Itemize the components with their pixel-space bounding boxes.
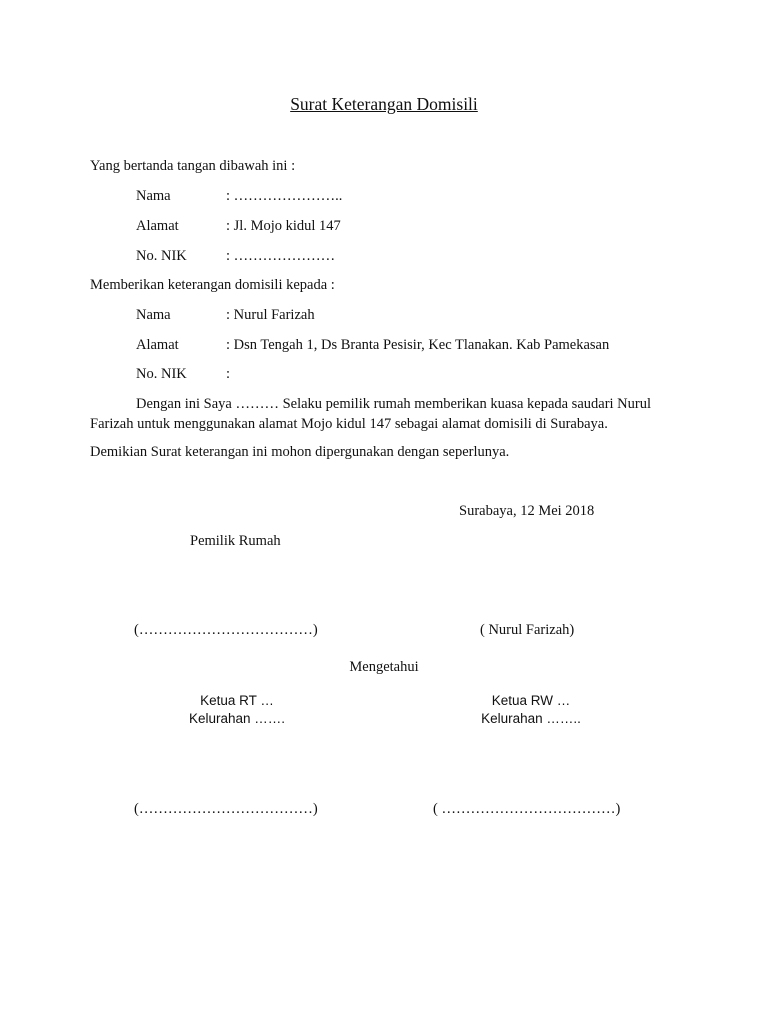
rw-title: Ketua RW …: [491, 693, 571, 708]
acknowledged-heading: Mengetahui: [349, 659, 419, 675]
rw-signature-line: ( ………………………………): [433, 801, 621, 817]
rt-signature-line: (………………………………): [134, 801, 318, 817]
rw-kelurahan: Kelurahan ……..: [481, 711, 581, 726]
closing-text: Demikian Surat keterangan ini mohon dipergunakan dengan seperlunya.: [90, 444, 510, 460]
signer-name-label: Nama: [136, 188, 171, 204]
rt-kelurahan: Kelurahan …….: [188, 711, 286, 726]
intro-text: Yang bertanda tangan dibawah ini :: [90, 158, 296, 174]
recipient-intro-text: Memberikan keterangan domisili kepada :: [90, 277, 335, 293]
rt-title: Ketua RT …: [200, 693, 274, 708]
signer-address-label: Alamat: [136, 218, 179, 234]
signer-nik-label: No. NIK: [136, 248, 187, 264]
signer-address-value: : Jl. Mojo kidul 147: [226, 218, 341, 234]
statement-paragraph: [90, 394, 680, 434]
recipient-nik-label: No. NIK: [136, 366, 187, 382]
signer-nik-value: : …………………: [226, 248, 336, 264]
signer-name-value: : …………………..: [226, 188, 343, 204]
owner-title: Pemilik Rumah: [190, 533, 281, 549]
recipient-name-value: : Nurul Farizah: [226, 307, 315, 323]
recipient-nik-value: :: [226, 366, 231, 382]
recipient-address-value: : Dsn Tengah 1, Ds Branta Pesisir, Kec Tlanakan. Kab Pamekasan: [226, 337, 610, 353]
place-date: Surabaya, 12 Mei 2018: [459, 503, 595, 519]
statement-text: Dengan ini Saya ……… Selaku pemilik rumah memberikan kuasa kepada saudari Nurul Farizah untuk menggunakan alamat Mojo kidul 147 sebagai alamat domisili di Surabaya.: [90, 396, 652, 432]
recipient-address-label: Alamat: [136, 337, 179, 353]
recipient-name-label: Nama: [136, 307, 171, 323]
document-title: Surat Keterangan Domisili: [290, 94, 478, 114]
recipient-signature-name: ( Nurul Farizah): [480, 622, 575, 638]
owner-signature-line: (………………………………): [134, 622, 318, 638]
